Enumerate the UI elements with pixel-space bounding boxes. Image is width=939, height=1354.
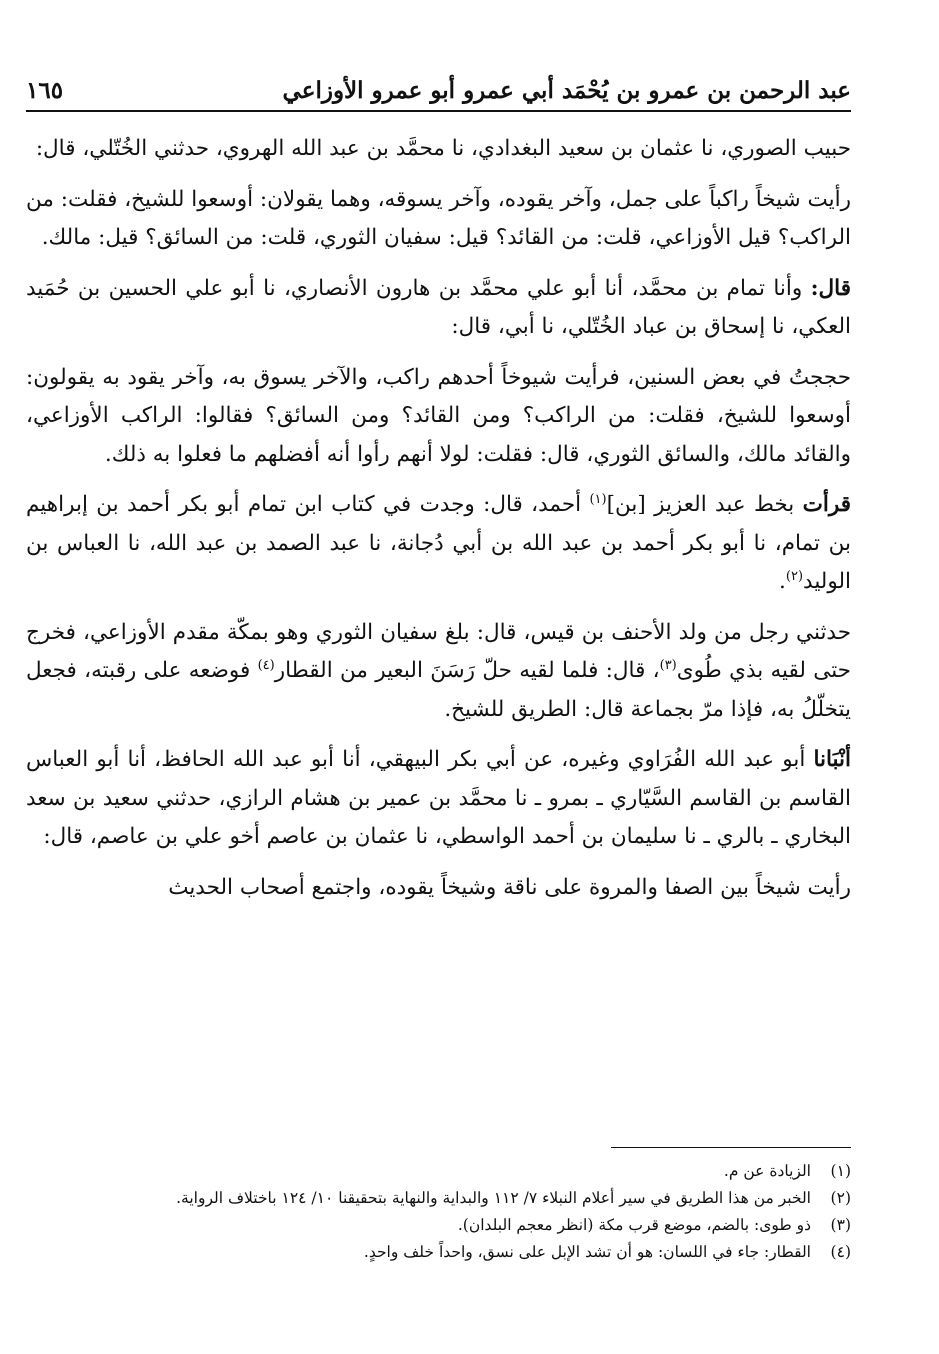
paragraph-5 <box>26 486 851 602</box>
paragraph-text: رأيت شيخاً راكباً على جمل، وآخر يقوده، وآخر يسوقه، وهما يقولان: أوسعوا للشيخ، فقلت: من الراكب؟ قيل الأوزاعي، قلت: من القائد؟ قيل: سفيان الثوري، قلت: من السائق؟ قيل: مالك. <box>26 186 851 250</box>
footnote-ref: (٤) <box>257 657 275 673</box>
paragraph-text: وأنا تمام بن محمَّد، أنا أبو علي محمَّد بن هارون الأنصاري، نا أبو علي الحسين بن حُمَيد العكي، نا إسحاق بن عباد الخُتّلي، نا أبي، قال: <box>26 275 851 339</box>
running-title: عبد الرحمن بن عمرو بن يُحْمَد أبي عمرو أبو عمرو الأوزاعي <box>282 77 851 104</box>
paragraph-8 <box>26 869 851 908</box>
paragraph-2 <box>26 181 851 258</box>
paragraph-4 <box>26 359 851 475</box>
footnote-text: الزيادة عن م. <box>723 1162 811 1180</box>
footnote-1 <box>26 1158 851 1185</box>
paragraph-text: بخط عبد العزيز [بن] <box>606 492 795 517</box>
paragraph-3 <box>26 270 851 347</box>
footnotes <box>26 1158 851 1266</box>
main-text <box>26 130 851 907</box>
footnote-text: القطار: جاء في اللسان: هو أن تشد الإبل على نسق، واحداً خلف واحدٍ. <box>363 1243 811 1261</box>
footnote-text: ذو طوى: بالضم، موضع قرب مكة (انظر معجم البلدان). <box>457 1216 811 1234</box>
paragraph-7 <box>26 741 851 857</box>
paragraph-text-cont: ، قال: فلما لقيه حلّ رَسَنَ البعير من القطار <box>274 658 660 683</box>
footnote-ref: (١) <box>589 491 607 507</box>
paragraph-lead: قرأت <box>802 492 851 517</box>
page-number: ١٦٥ <box>26 77 64 104</box>
paragraph-text-end: . <box>779 569 786 594</box>
page-header <box>26 68 851 106</box>
paragraph-text: رأيت شيخاً بين الصفا والمروة على ناقة وشيخاً يقوده، واجتمع أصحاب الحديث <box>168 874 851 900</box>
paragraph-lead: قال: <box>810 275 851 301</box>
paragraph-text: حدثني رجل من ولد الأحنف بن قيس، قال: بلغ سفيان الثوري وهو بمكّة مقدم الأوزاعي، فخرج حتى لقيه بذي طُوى <box>26 619 851 683</box>
footnote-ref: (٢) <box>785 568 804 584</box>
paragraph-text-cont: أحمد، قال: وجدت في كتاب ابن تمام أبو بكر أحمد بن إبراهيم بن تمام، نا أبو بكر أحمد بن عبد الله بن أبي دُجانة، نا عبد الصمد بن عبد الله، نا العباس بن الوليد <box>26 492 851 594</box>
paragraph-lead: أنْبَانا <box>813 747 851 772</box>
header-rule <box>26 110 851 112</box>
footnote-3 <box>26 1212 851 1239</box>
footnote-text: الخبر من هذا الطريق في سير أعلام النبلاء ٧/ ١١٢ والبداية والنهاية بتحقيقنا ١٠/ ١٢٤ باختلاف الرواية. <box>176 1189 811 1207</box>
footnote-number: (١) <box>830 1162 851 1180</box>
footnote-rule <box>611 1147 851 1148</box>
footnote-ref: (٣) <box>659 657 677 673</box>
footnote-number: (٢) <box>830 1189 851 1207</box>
paragraph-text-end: فوضعه على رقبته، فجعل يتخلّلُ به، فإذا مرّ بجماعة قال: الطريق للشيخ. <box>26 658 851 722</box>
paragraph-text: حبيب الصوري، نا عثمان بن سعيد البغدادي، نا محمَّد بن عبد الله الهروي، حدثني الخُتّلي، قال: <box>35 136 851 161</box>
paragraph-text: أبو عبد الله الفُرَاوي وغيره، عن أبي بكر البيهقي، أنا أبو عبد الله الحافظ، أنا أبو العباس القاسم بن القاسم السَّيّاري ـ بمرو ـ نا محمَّد بن عمير بن هشام الرازي، حدثني سعيد بن سعد البخاري ـ بالري ـ نا سليمان بن أحمد الواسطي، نا عثمان بن عاصم أخو علي بن عاصم، قال: <box>26 747 851 849</box>
footnote-2 <box>26 1185 851 1212</box>
paragraph-1 <box>26 130 851 169</box>
paragraph-6 <box>26 614 851 730</box>
footnote-number: (٣) <box>830 1216 851 1234</box>
paragraph-text: حججتُ في بعض السنين، فرأيت شيوخاً أحدهم راكب، والآخر يسوق به، وآخر يقود به يقولون: أوسعوا للشيخ، فقلت: من الراكب؟ ومن القائد؟ ومن السائق؟ فقالوا: الراكب الأوزاعي، والقائد مالك، والسائق الثوري، قال: فقلت: لولا أنهم رأوا أنه أفضلهم ما فعلوا به ذلك. <box>26 364 851 467</box>
footnote-4 <box>26 1239 851 1266</box>
footnote-number: (٤) <box>830 1243 851 1261</box>
